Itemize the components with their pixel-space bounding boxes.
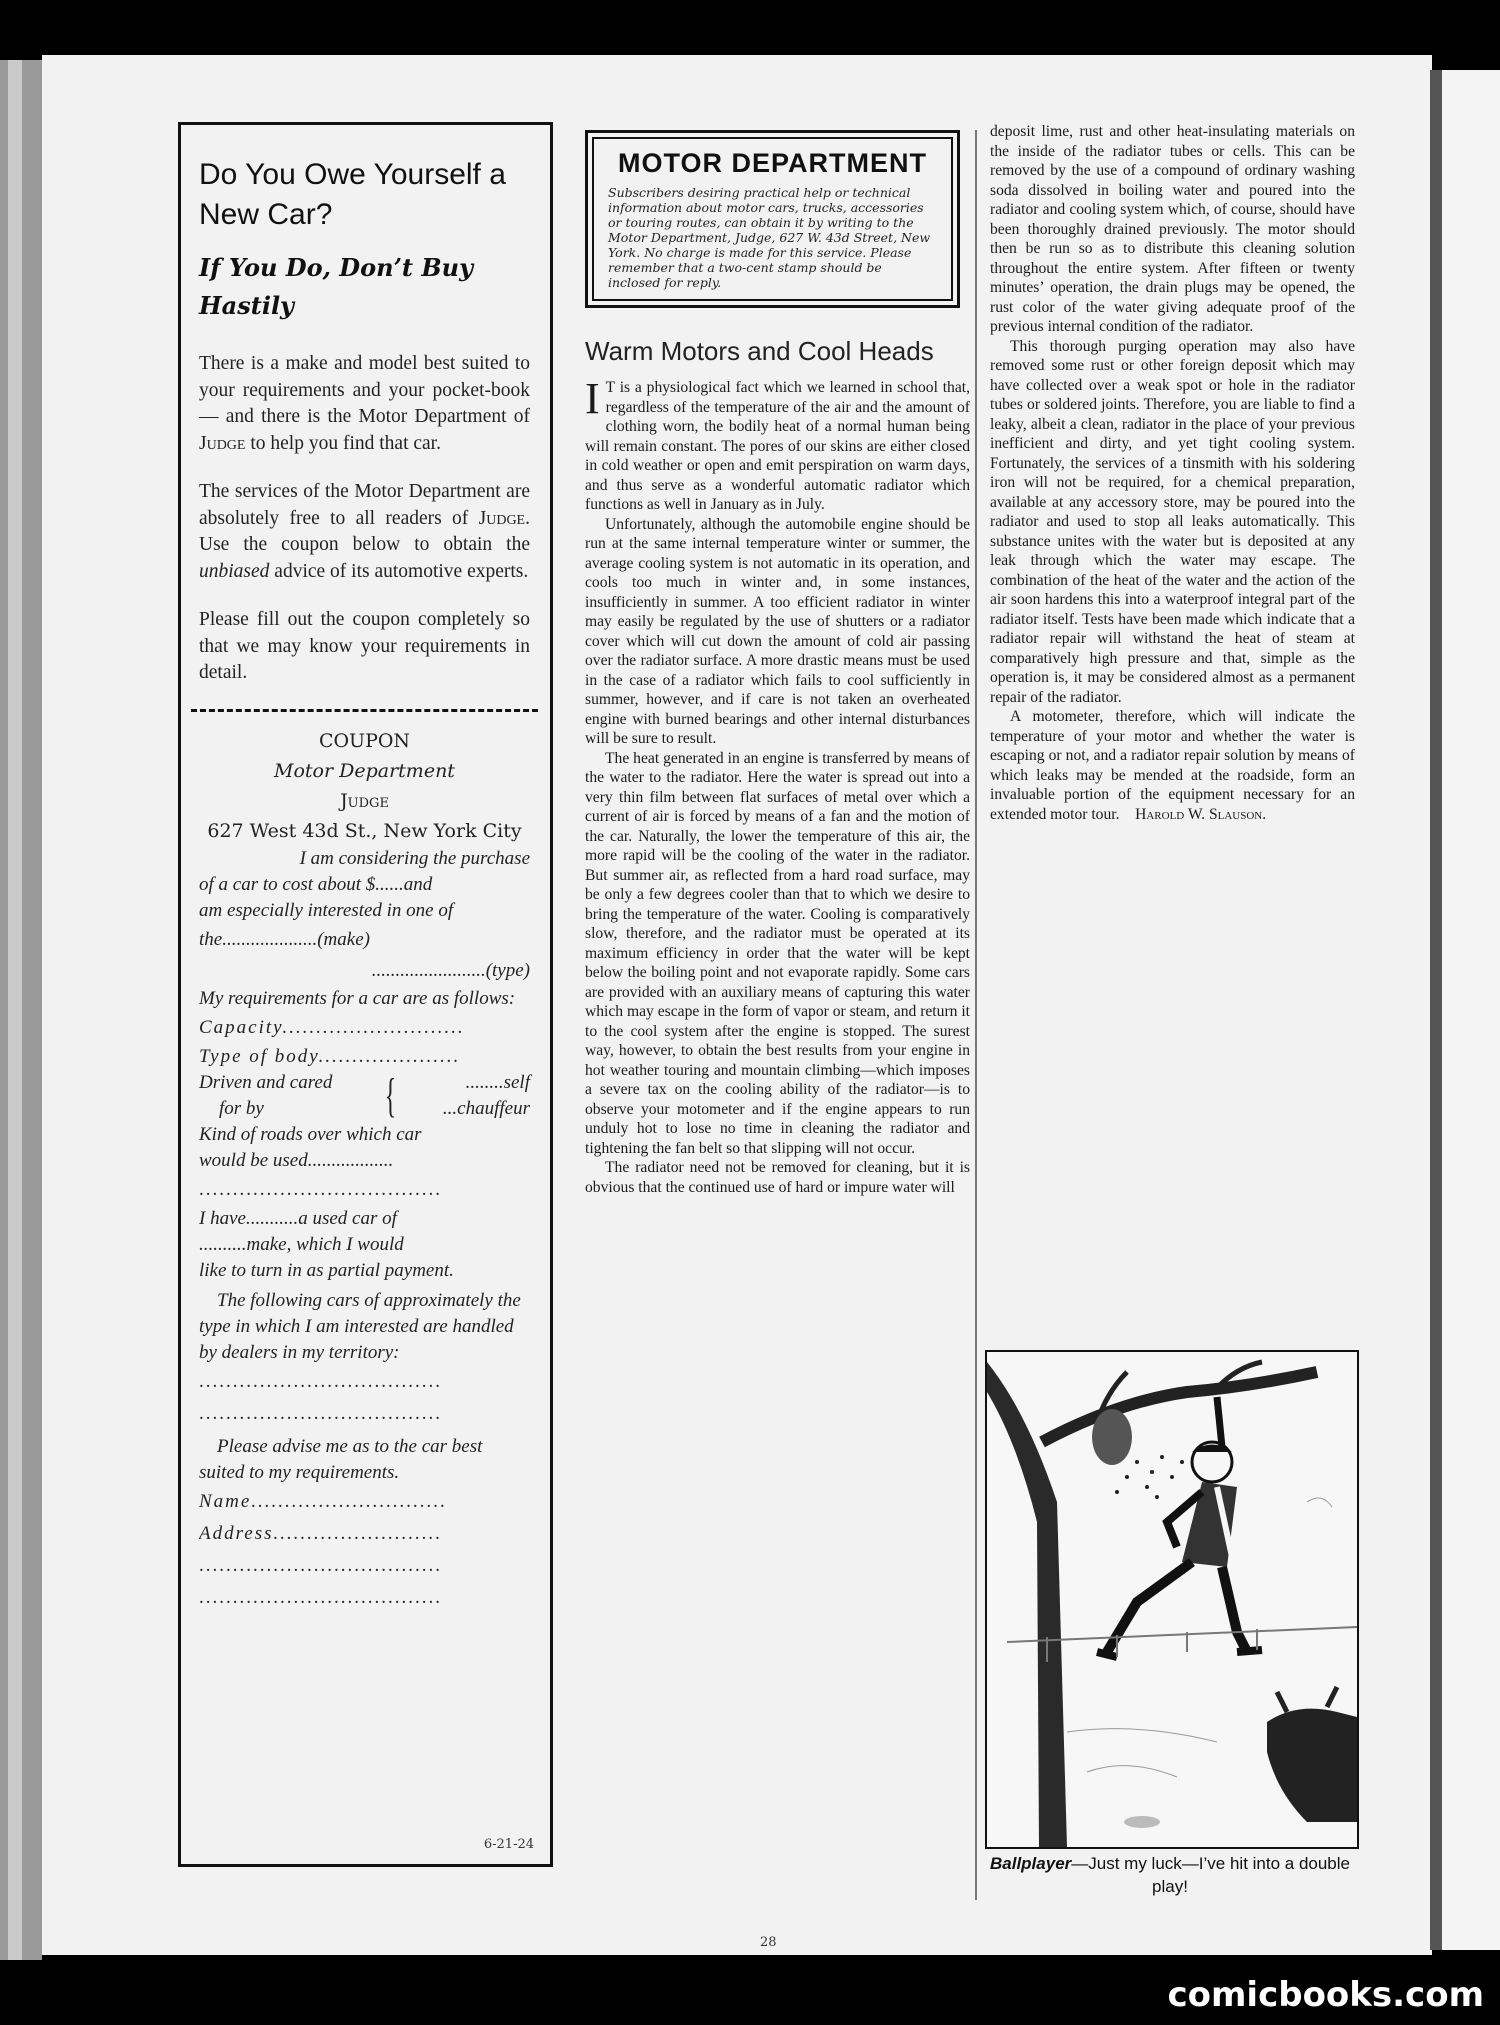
- ad-subtitle: If You Do, Don’t Buy Hastily: [199, 253, 474, 320]
- article-column-2: [990, 122, 1355, 824]
- next-page-edge: [1442, 70, 1500, 1950]
- brace-icon: {: [384, 1068, 397, 1122]
- coupon-line: Kind of roads over which car: [199, 1123, 422, 1145]
- cut-line: [191, 709, 538, 712]
- ad-paragraph-3: Please fill out the coupon completely so that we may know your requirements in detail.: [199, 609, 530, 683]
- blank-field[interactable]: ....................................: [199, 1178, 442, 1200]
- name-field[interactable]: Name.............................: [199, 1490, 448, 1512]
- coupon-advertisement: [178, 122, 553, 1867]
- capacity-field[interactable]: Capacity...........................: [199, 1016, 465, 1038]
- price-field[interactable]: of a car to cost about $......and: [199, 873, 433, 895]
- next-page-shadow: [1430, 70, 1442, 1950]
- article-paragraph: The radiator need not be removed for cleaning, but it is obvious that the continued use of hard or impure water will: [585, 1159, 970, 1196]
- coupon-line: am especially interested in one of: [199, 899, 454, 921]
- coupon-address: 627 West 43d St., New York City: [207, 819, 522, 842]
- advise-label: Please advise me as to the car best suited to my requirements.: [199, 1435, 483, 1483]
- self-option[interactable]: ........self: [465, 1071, 530, 1093]
- dealers-field-1[interactable]: ....................................: [199, 1370, 442, 1392]
- ad-paragraph-2: The services of the Motor Department are absolutely free to all readers of Judge. Use the coupon below to obtain the unbiased advice of its automotive experts.: [199, 481, 530, 582]
- address-field-3[interactable]: ....................................: [199, 1586, 442, 1608]
- page-number: 28: [760, 1935, 777, 1950]
- drop-cap: I: [585, 374, 600, 423]
- ad-title: Do You Owe Yourself a New Car?: [199, 158, 506, 231]
- coupon-dept: Motor Department: [274, 759, 455, 782]
- ad-paragraph-1: There is a make and model best suited to your requirements and your pocket-book — and there is the Motor Department of Judge to help you find that car.: [199, 353, 530, 454]
- address-field-2[interactable]: ....................................: [199, 1554, 442, 1576]
- motor-department-box: [585, 130, 960, 308]
- book-binding-edge: [8, 60, 22, 1960]
- article-paragraph: Unfortunately, although the automobile engine should be run at the same internal temperature winter or summer, the average cooling system is not automatic in its operation, and cools too much in winter and, in some instances, insufficiently in summer. A too efficient radiator in winter may easily be regulated by the use of shutters or a radiator cover which will cut down the amount of cold air passing over the radiator surface. A more drastic means must be used in the case of a radiator which fails to cool sufficiently in summer, however, and if care is not taken an overheated engine with burned bearings and other internal disturbances will be sure to result.: [585, 515, 970, 747]
- column-rule: [975, 130, 977, 1900]
- dealers-label: The following cars of approximately the type in which I am interested are handled by dealers in my territory:: [199, 1289, 521, 1363]
- coupon-date: 6-21-24: [483, 1837, 534, 1852]
- body-type-field[interactable]: Type of body.....................: [199, 1045, 461, 1067]
- author-signature: Harold W. Slauson.: [1135, 805, 1267, 823]
- driven-by-field[interactable]: Driven and cared for by { ........self ...chauffeur: [199, 1068, 530, 1122]
- roads-field[interactable]: would be used..................: [199, 1149, 394, 1171]
- cartoon-illustration: [985, 1350, 1359, 1849]
- address-field[interactable]: Address.........................: [199, 1522, 443, 1544]
- article-paragraph: A motometer, therefore, which will indicate the temperature of your motor and whether the water is escaping or not, and a radiator repair solution by means of which leaks may be mended at the roadside, form an invaluable portion of the equipment necessary for an extended motor tour. Harold W. Slauson.: [990, 708, 1355, 823]
- ballplayer-drawing: [987, 1352, 1357, 1847]
- coupon-line: I am considering the purchase: [299, 847, 530, 869]
- article-paragraph: deposit lime, rust and other heat-insulating materials on the inside of the radiator tubes or cells. This can be removed by the use of a compound of ordinary washing soda dissolved in boiling water and poured into the radiator and cooling system which, of course, should have been thoroughly drained previously. The motor should then be run so as to distribute this cleaning solution throughout the entire system. After fifteen or twenty minutes’ operation, the drain plugs may be opened, the rust color of the water giving adequate proof of the previous internal condition of the radiator.: [990, 123, 1355, 335]
- used-car-field[interactable]: I have...........a used car of: [199, 1207, 397, 1229]
- cartoon-caption: Ballplayer—Just my luck—I’ve hit into a double play!: [990, 1854, 1350, 1896]
- coupon-line: like to turn in as partial payment.: [199, 1259, 454, 1281]
- caption-speaker: Ballplayer: [990, 1854, 1072, 1873]
- coupon-judge: Judge: [340, 789, 389, 812]
- coupon-heading: COUPON: [318, 729, 411, 752]
- article-title: Warm Motors and Cool Heads: [585, 336, 934, 366]
- article-paragraph: I T is a physiological fact which we learned in school that, regardless of the temperature of the air and the amount of clothing worn, the bodily heat of a normal human being will remain constant. The pores of our skins are either closed in cold weather or open and emit perspiration on warm days, and thus serve as a wonderful automatic radiator which functions as well in January as in July.: [585, 374, 970, 513]
- article-column-1: [585, 374, 970, 1197]
- requirements-label: My requirements for a car are as follows:: [199, 987, 516, 1009]
- make-field[interactable]: the....................(make): [199, 928, 370, 950]
- watermark: comicbooks.com: [1167, 1975, 1484, 2015]
- article-paragraph: The heat generated in an engine is transferred by means of the water to the radiator. Here the water is spread out into a very thin film between flat surfaces of metal over which a current of air is forced by means of a fan and the motion of the car. Naturally, the lower the temperature of this air, the more rapid will be the cooling of the water in the radiator. But summer air, as reflected from a hard road surface, may be only a few degrees cooler than that to which we desire to bring the temperature of the water. Cooling is comparatively slow, therefore, and the radiator must be operated at its maximum efficiency in order that the water will be kept below the boiling point and not evaporate rapidly. Some cars are provided with an auxiliary means of capturing this water which may escape in the form of vapor or steam, and return it to the cool system after the engine is stopped. The surest way, however, to obtain the best results from your engine in hot weather touring and mountain climbing—which imposes a severe tax on the cooling ability of the radiator—is to observe your motometer and if the engine appears to run unduly hot to lose no time in cleaning the radiator and tightening the fan belt so that slipping will not occur.: [585, 749, 970, 1157]
- used-car-make-field[interactable]: ..........make, which I would: [199, 1233, 404, 1255]
- dealers-field-2[interactable]: ....................................: [199, 1402, 442, 1424]
- chauffeur-option[interactable]: ...chauffeur: [442, 1097, 530, 1119]
- article-paragraph: This thorough purging operation may also have removed some rust or other foreign deposit which may have collected over a weak spot or hole in the radiator tubes or soldered joints. Therefore, you are liable to find a leaky, albeit a clean, radiator in the place of your previous inefficient and dirty, and yet tight cooling system. Fortunately, the services of a tinsmith with his soldering iron will not be required, for a chemical preparation, available at any accessory store, may be poured into the radiator and used to stop all leaks automatically. This substance unites with the water but is deposited at any leak through which the water may escape. The combination of the heat of the water and the action of the air soon hardens this into a waterproof integral part of the radiator itself. Tests have been made which indicate that a radiator repair will withstand the heat of steam at comparatively high pressure and that, simple as the operation is, it may be considered almost as a permanent repair of the radiator.: [990, 337, 1355, 706]
- motor-department-note: Subscribers desiring practical help or technical information about motor cars, trucks, accessories or touring routes, can obtain it by writing to the Motor Department, Judge, 627 W. 43d Street, New York. No charge is made for this service. Please remember that a two-cent stamp should be inclosed for reply.: [608, 185, 931, 290]
- type-field[interactable]: ........................(type): [371, 959, 530, 981]
- motor-department-title: MOTOR DEPARTMENT: [618, 148, 927, 178]
